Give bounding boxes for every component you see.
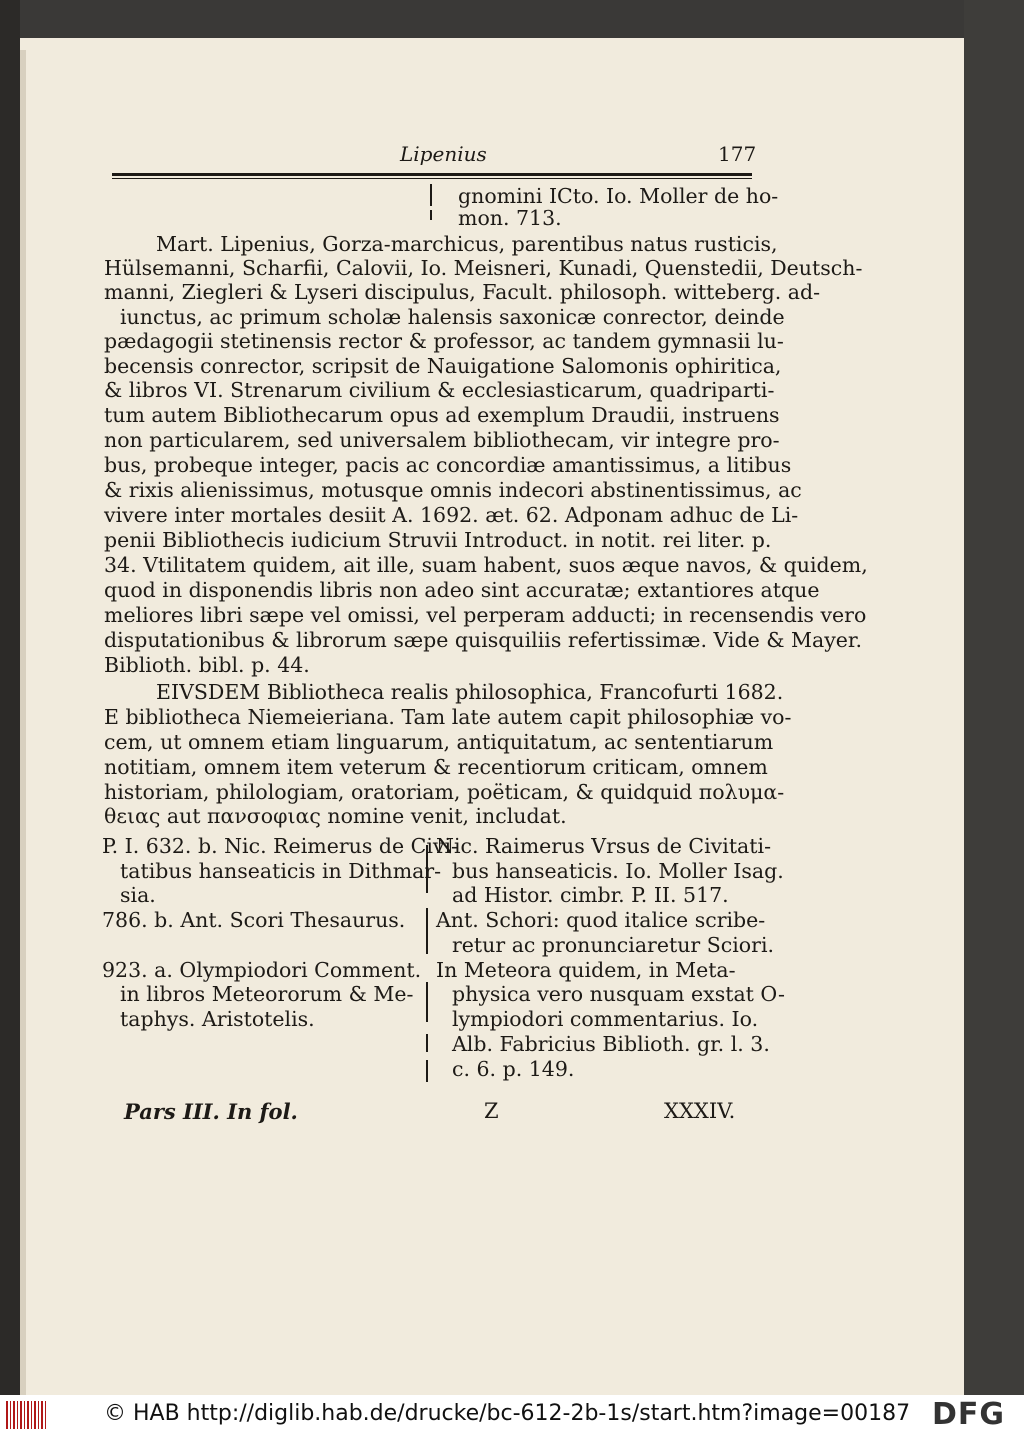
entry-left-line: in libros Meteororum & Me-	[120, 982, 414, 1006]
entry-right-line: physica vero nusquam exstat O-	[452, 982, 785, 1006]
entry-right-line: Nic. Raimerus Vrsus de Civitati-	[436, 834, 771, 858]
column-divider	[430, 210, 432, 220]
book-spine-edge	[0, 0, 20, 1395]
source-url-link[interactable]: © HAB http://diglib.hab.de/drucke/bc-612-2b-1s/start.htm?image=00187	[104, 1401, 911, 1426]
text-line: notitiam, omnem item veterum & recentiorum criticam, omnem	[104, 755, 768, 779]
page-number: 177	[718, 142, 757, 166]
text-line: bus, probeque integer, pacis ac concordiæ amantissimus, a litibus	[104, 453, 792, 477]
entry-left-line: tatibus hanseaticis in Dithmar-	[120, 859, 442, 883]
entry-left-line: 923. a. Olympiodori Comment.	[102, 958, 422, 982]
text-line: disputationibus & librorum sæpe quisquiliis refertissimæ. Vide & Mayer.	[104, 628, 862, 652]
running-header-title: Lipenius	[400, 142, 487, 166]
header-rule	[112, 173, 752, 176]
signature-mark: Z	[484, 1099, 499, 1123]
viewer-footer-bar	[0, 1395, 1024, 1435]
entry-right-line: Alb. Fabricius Biblioth. gr. l. 3.	[452, 1032, 770, 1056]
text-line: pædagogii stetinensis rector & professor, ac tandem gymnasii lu-	[104, 329, 784, 353]
text-line: iunctus, ac primum scholæ halensis saxonicæ conrector, deinde	[120, 305, 785, 329]
text-line: mon. 713.	[458, 206, 562, 230]
footer-part-label: Pars III. In fol.	[124, 1099, 298, 1124]
text-line: Hülsemanni, Scharfii, Calovii, Io. Meisneri, Kunadi, Quenstedii, Deutsch-	[104, 256, 863, 280]
dfg-logo: DFG	[932, 1397, 1006, 1432]
text-line: & rixis alienissimus, motusque omnis indecori abstinentissimus, ac	[104, 478, 802, 502]
text-line: & libros VI. Strenarum civilium & ecclesiasticarum, quadriparti-	[104, 378, 775, 402]
entry-right-line: In Meteora quidem, in Meta-	[436, 958, 736, 982]
text-line: tum autem Bibliothecarum opus ad exemplum Draudii, instruens	[104, 403, 780, 427]
text-line: meliores libri sæpe vel omissi, vel perperam adducti; in recensendis vero	[104, 603, 867, 627]
text-line: gnomini ICto. Io. Moller de ho-	[458, 184, 779, 208]
text-line: non particularem, sed universalem bibliothecam, vir integre pro-	[104, 428, 780, 452]
text-line: Mart. Lipenius, Gorza-marchicus, parentibus natus rusticis,	[156, 232, 778, 256]
entry-right-line: c. 6. p. 149.	[452, 1057, 575, 1081]
column-divider	[426, 982, 428, 1022]
text-line: cem, ut omnem etiam linguarum, antiquitatum, ac sententiarum	[104, 730, 774, 754]
text-line: EIVSDEM Bibliotheca realis philosophica, Francofurti 1682.	[156, 680, 784, 704]
entry-right-line: retur ac pronunciaretur Sciori.	[452, 933, 775, 957]
scan-top-background	[20, 0, 964, 38]
text-line: E bibliotheca Niemeieriana. Tam late autem capit philosophiæ vo-	[104, 705, 792, 729]
column-divider	[426, 1060, 428, 1082]
entry-left-line: sia.	[120, 883, 156, 907]
entry-right-line: bus hanseaticis. Io. Moller Isag.	[452, 859, 784, 883]
text-line: manni, Ziegleri & Lyseri discipulus, Facult. philosoph. witteberg. ad-	[104, 280, 821, 304]
entry-left-line: 786. b. Ant. Scori Thesaurus.	[102, 908, 406, 932]
entry-right-line: ad Histor. cimbr. P. II. 517.	[452, 883, 729, 907]
text-line: Biblioth. bibl. p. 44.	[104, 653, 310, 677]
entry-left-line: P. I. 632. b. Nic. Reimerus de Civi-	[102, 834, 458, 858]
scan-right-background	[964, 0, 1024, 1395]
entry-right-line: Ant. Schori: quod italice scribe-	[436, 908, 766, 932]
hab-logo-icon	[6, 1401, 46, 1429]
entry-left-line: taphys. Aristotelis.	[120, 1007, 315, 1031]
text-line: becensis conrector, scripsit de Nauigatione Salomonis ophiritica,	[104, 354, 782, 378]
catchword-number: XXXIV.	[664, 1099, 736, 1123]
text-line: historiam, philologiam, oratoriam, poëticam, & quidquid πολυμα-	[104, 780, 785, 804]
text-line: quod in disponendis libris non adeo sint accuratæ; extantiores atque	[104, 578, 820, 602]
text-line: 34. Vtilitatem quidem, ait ille, suam habent, suos æque navos, & quidem,	[104, 553, 868, 577]
column-divider	[426, 1034, 428, 1052]
header-rule-thin	[112, 178, 752, 179]
text-line: vivere inter mortales desiit A. 1692. æt. 62. Adponam adhuc de Li-	[104, 503, 799, 527]
text-line: θειας aut πανσοφιας nomine venit, includat.	[104, 804, 567, 828]
column-divider	[430, 184, 432, 206]
column-divider	[426, 908, 428, 954]
page-gutter-shadow	[20, 50, 26, 1395]
entry-right-line: lympiodori commentarius. Io.	[452, 1007, 759, 1031]
text-line: penii Bibliothecis iudicium Struvii Introduct. in notit. rei liter. p.	[104, 528, 772, 552]
